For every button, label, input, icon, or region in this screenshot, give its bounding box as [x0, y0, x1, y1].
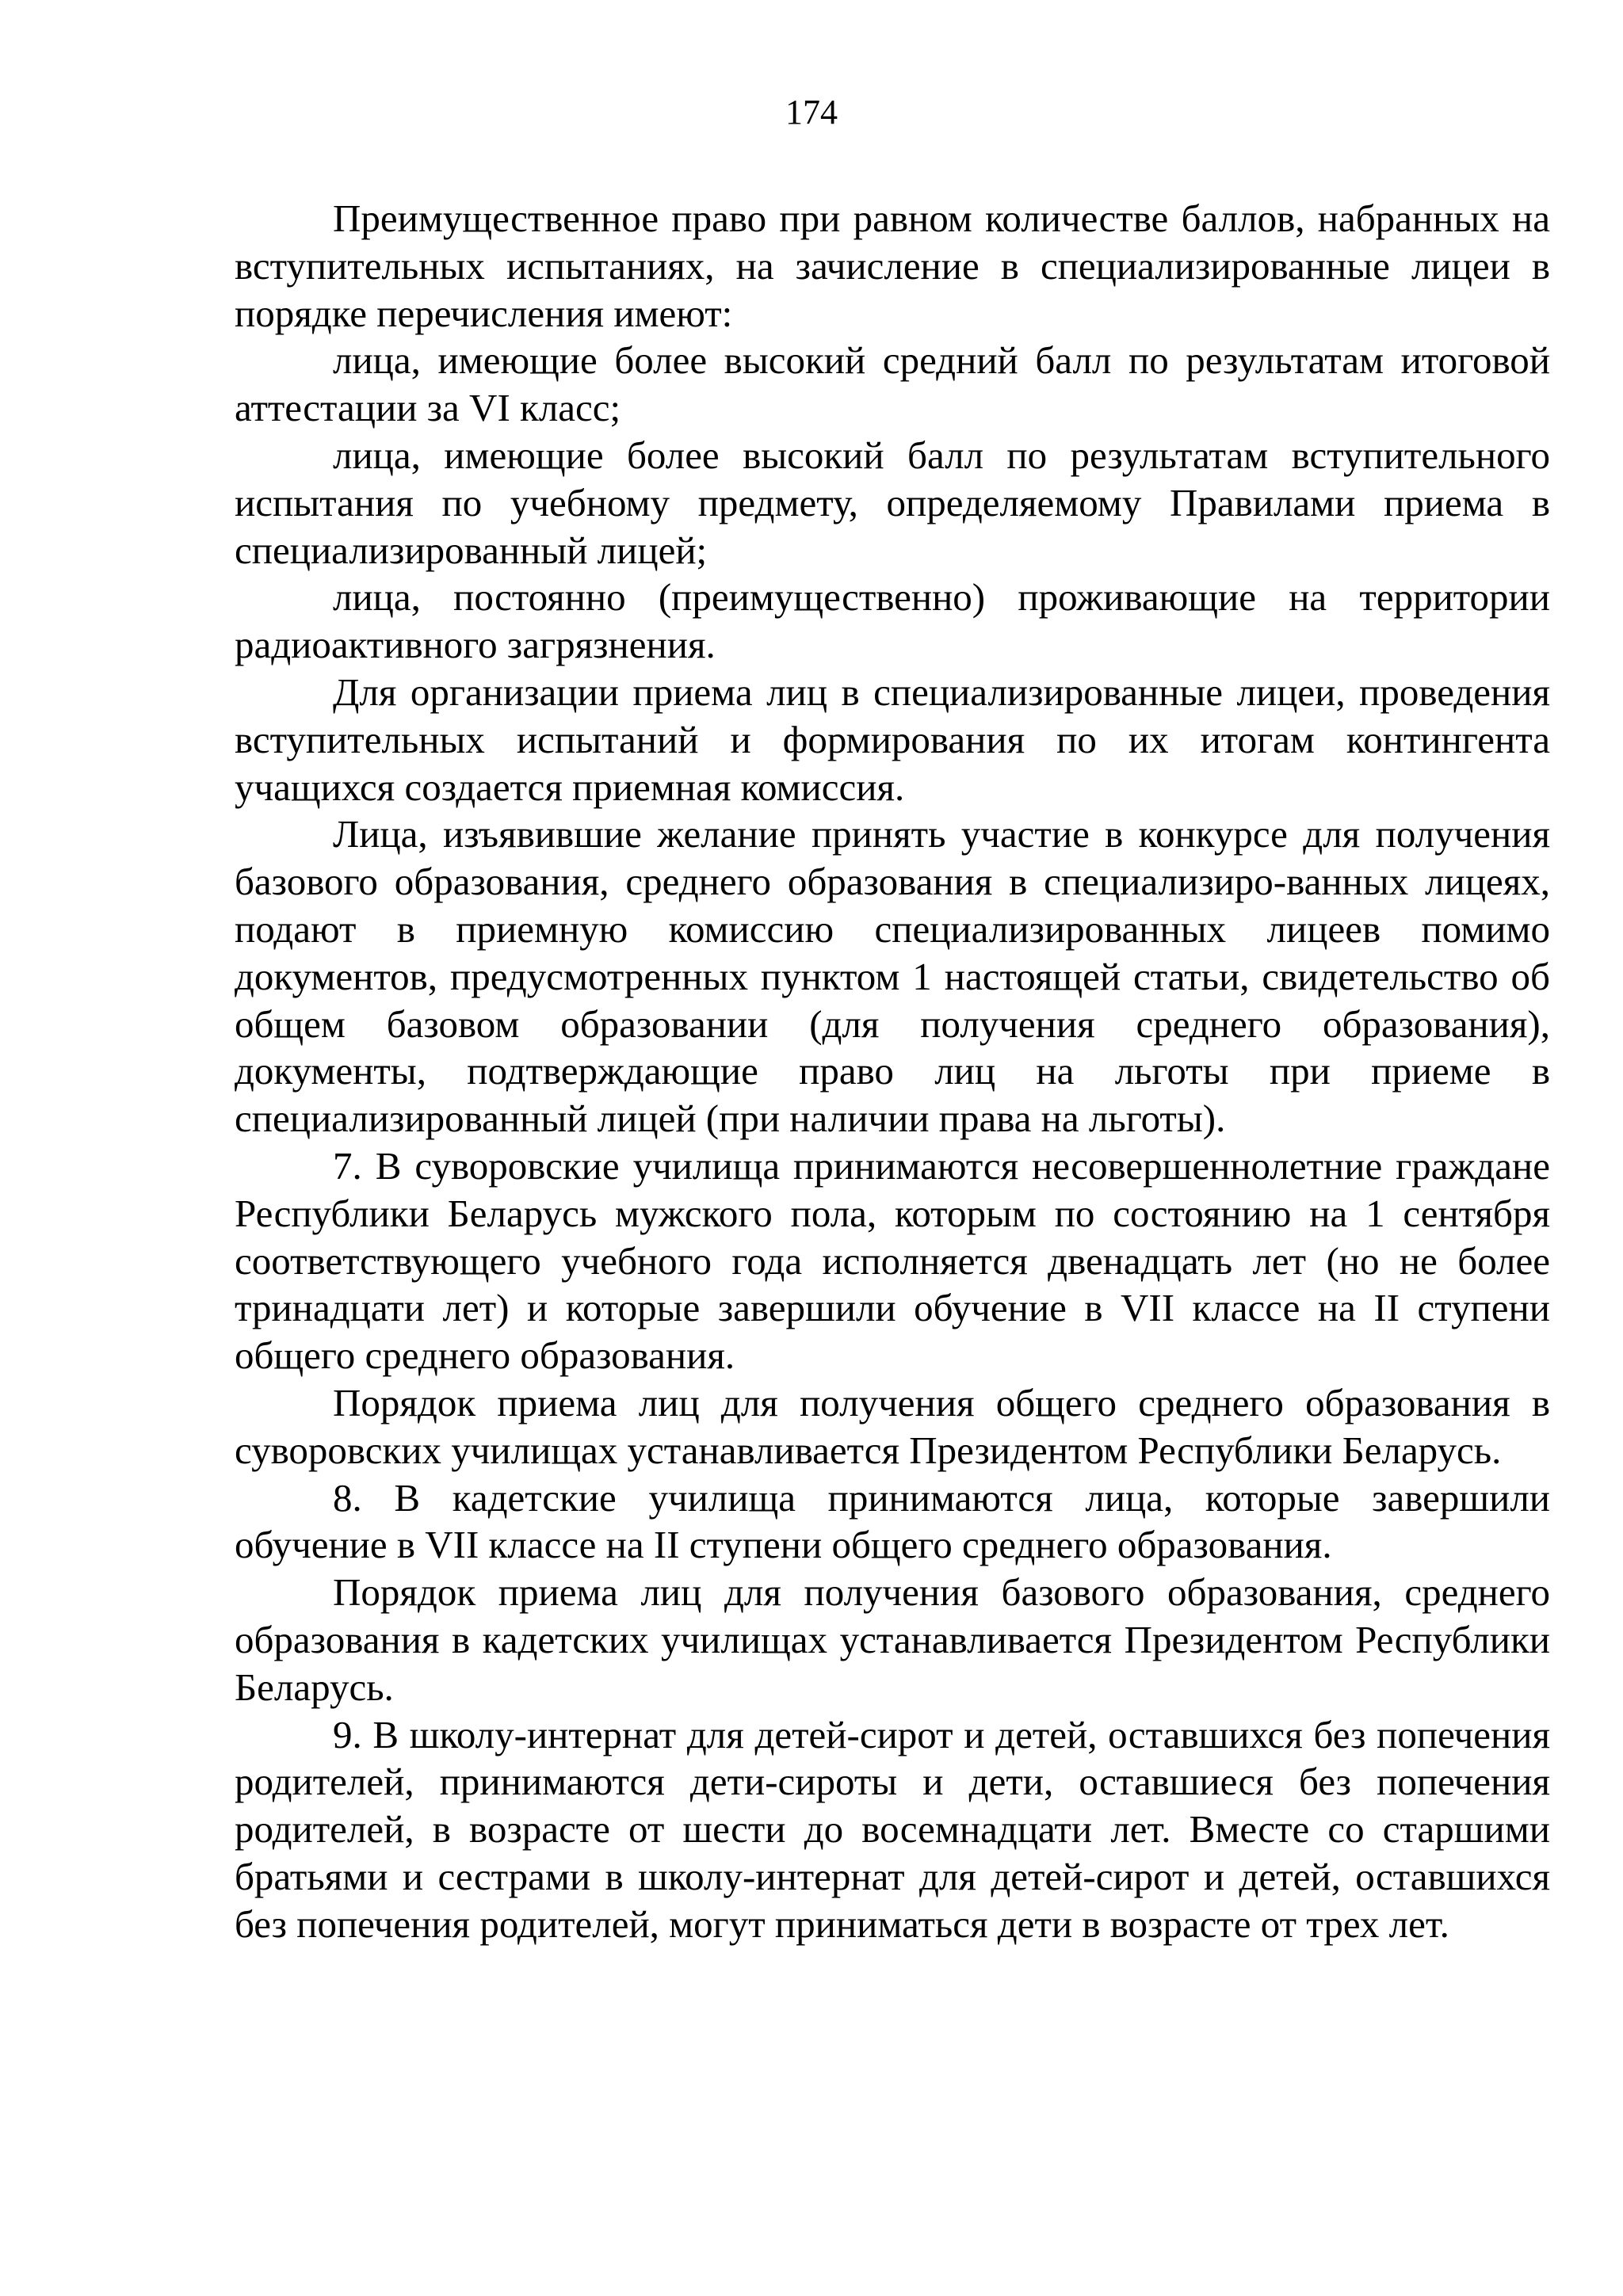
paragraph-admission-commission: Для организации приема лиц в специализированные лицеи, проведения вступительных испытаний и формирования по их итогам контингента учащихся создается приемная комиссия. — [235, 669, 1550, 809]
paragraph-item-9-boarding-school: 9. В школу-интернат для детей-сирот и детей, оставшихся без попечения родителей, принимаются дети-сироты и дети, оставшиеся без попечения родителей, в возрасте от шести до восемнадцати лет. Вместе со старшими братьями и сестрами в школу-интернат для детей-сирот и детей, оставшихся без попечения родителей, могут приниматься дети в возрасте от трех лет. — [235, 1712, 1550, 1946]
body-text — [235, 195, 1550, 1947]
paragraph-item-8-cadet-schools: 8. В кадетские училища принимаются лица, которые завершили обучение в VII классе на II ступени общего среднего образования. — [235, 1475, 1550, 1567]
paragraph-suvorov-admission-order: Порядок приема лиц для получения общего среднего образования в суворовских училищах устанавливается Президентом Республики Беларусь. — [235, 1380, 1550, 1472]
paragraph-required-documents: Лица, изъявившие желание принять участие в конкурсе для получения базового образования, среднего образования в специализиро-ванных лицеях, подают в приемную комиссию специализированных лицеев помимо документов, предусмотренных пунктом 1 настоящей статьи, свидетельство об общем базовом образовании (для получения среднего образования), документы, подтверждающие право лиц на льготы при приеме в специализированный лицей (при наличии права на льготы). — [235, 812, 1550, 1141]
paragraph-preferential-right: Преимущественное право при равном количестве баллов, набранных на вступительных испытаниях, на зачисление в специализированные лицеи в порядке перечисления имеют: — [235, 196, 1550, 335]
paragraph-higher-exam-score: лица, имеющие более высокий балл по результатам вступительного испытания по учебному предмету, определяемому Правилами приема в специализированный лицей; — [235, 433, 1550, 572]
paragraph-contaminated-territory: лица, постоянно (преимущественно) проживающие на территории радиоактивного загрязнения. — [235, 575, 1550, 667]
page-number: 174 — [785, 93, 838, 132]
paragraph-higher-average-score: лица, имеющие более высокий средний балл по результатам итоговой аттестации за VI класс; — [235, 338, 1550, 430]
paragraph-item-7-suvorov-schools: 7. В суворовские училища принимаются несовершеннолетние граждане Республики Беларусь мужского пола, которым по состоянию на 1 сентября соответствующего учебного года исполняется двенадцать лет (но не более тринадцати лет) и которые завершили обучение в VII классе на II ступени общего среднего образования. — [235, 1143, 1550, 1378]
paragraph-cadet-admission-order: Порядок приема лиц для получения базового образования, среднего образования в кадетских училищах устанавливается Президентом Республики Беларусь. — [235, 1570, 1550, 1709]
